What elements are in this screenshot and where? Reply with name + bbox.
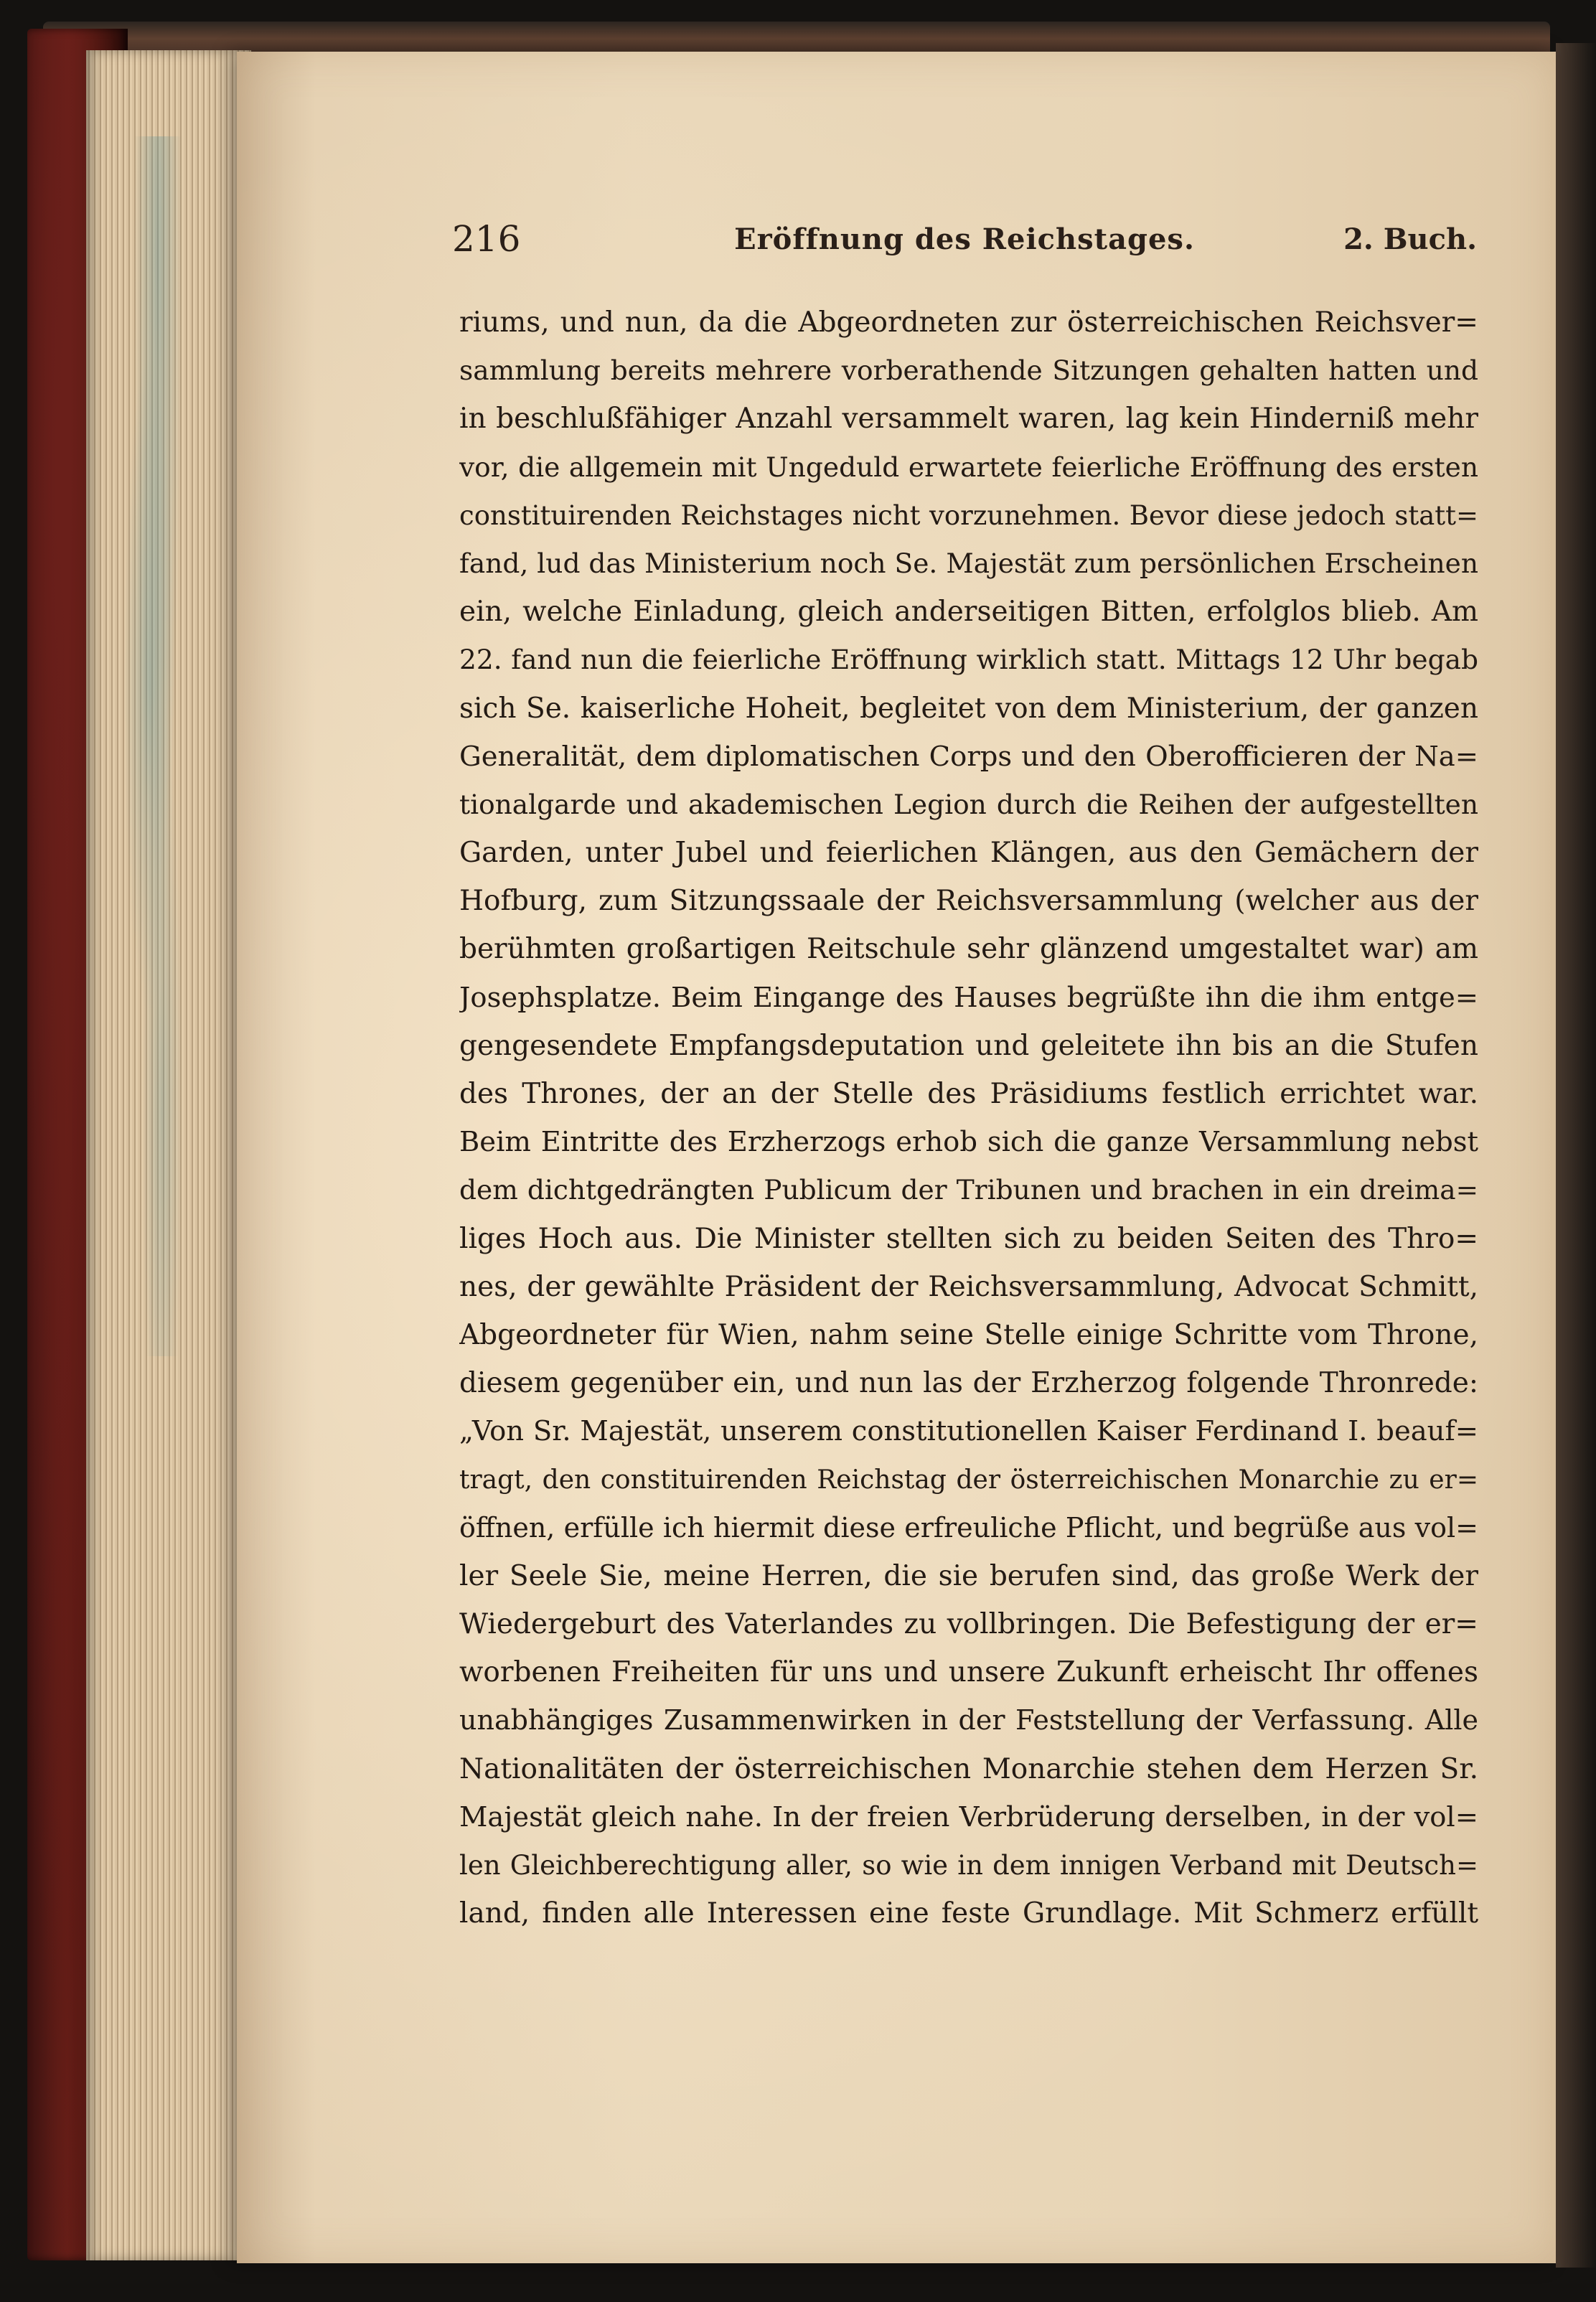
text-line: Josephsplatze. Beim Eingange des Hauses begrüßte ihn die ihm entge= [459,981,1478,1014]
text-line: tragt, den constituirenden Reichstag der österreichischen Monarchie zu er= [459,1465,1478,1495]
text-line: land, finden alle Interessen eine feste Grundlage. Mit Schmerz erfüllt [459,1897,1478,1930]
text-line: vor, die allgemein mit Ungeduld erwartete feierliche Eröffnung des ersten [459,451,1478,483]
text-line: Majestät gleich nahe. In der freien Verbrüderung derselben, in der vol= [459,1800,1478,1833]
text-line: dem dichtgedrängten Publicum der Tribunen und brachen in ein dreima= [459,1174,1478,1206]
text-line: in beschlußfähiger Anzahl versammelt waren, lag kein Hinderniß mehr [459,403,1478,436]
text-line: sich Se. kaiserliche Hoheit, begleitet von dem Ministerium, der ganzen [459,692,1478,725]
text-line: öffnen, erfülle ich hiermit diese erfreuliche Pflicht, und begrüße aus vol= [459,1511,1478,1544]
text-line: Nationalitäten der österreichischen Monarchie stehen dem Herzen Sr. [459,1752,1478,1785]
text-line: nes, der gewählte Präsident der Reichsversammlung, Advocat Schmitt, [459,1270,1478,1303]
page-number: 216 [452,218,521,260]
running-title: Eröffnung des Reichstages. [734,222,1195,256]
text-line: Wiedergeburt des Vaterlandes zu vollbringen. Die Befestigung der er= [459,1608,1478,1641]
text-line: len Gleichberechtigung aller, so wie in dem innigen Verband mit Deutsch= [459,1850,1478,1881]
text-line: riums, und nun, da die Abgeordneten zur österreichischen Reichsver= [459,306,1478,339]
text-line: unabhängiges Zusammenwirken in der Feststellung der Verfassung. Alle [459,1704,1478,1737]
text-line: Abgeordneter für Wien, nahm seine Stelle einige Schritte vom Throne, [459,1318,1478,1351]
text-line: ler Seele Sie, meine Herren, die sie berufen sind, das große Werk der [459,1559,1478,1592]
text-line: sammlung bereits mehrere vorberathende Sitzungen gehalten hatten und [459,354,1478,387]
text-line: Beim Eintritte des Erzherzogs erhob sich die ganze Versammlung nebst [459,1126,1478,1159]
text-line: fand, lud das Ministerium noch Se. Majestät zum persönlichen Erscheinen [459,547,1478,579]
book-right-edge [1556,43,1596,2268]
text-line: liges Hoch aus. Die Minister stellten sich zu beiden Seiten des Thro= [459,1222,1478,1255]
text-line: ein, welche Einladung, gleich anderseitigen Bitten, erfolglos blieb. Am [459,596,1478,629]
text-line: Hofburg, zum Sitzungssaale der Reichsversammlung (welcher aus der [459,885,1478,918]
page-edges-stack [86,50,251,2260]
book-page [237,52,1556,2263]
text-line: des Thrones, der an der Stelle des Präsidiums festlich errichtet war. [459,1078,1478,1110]
text-line: 22. fand nun die feierliche Eröffnung wirklich statt. Mittags 12 Uhr begab [459,644,1478,676]
text-line: diesem gegenüber ein, und nun las der Erzherzog folgende Thronrede: [459,1367,1478,1400]
text-line: berühmten großartigen Reitschule sehr glänzend umgestaltet war) am [459,933,1478,966]
text-line: „Von Sr. Majestät, unserem constitutionellen Kaiser Ferdinand I. beauf= [459,1415,1478,1448]
text-line: tionalgarde und akademischen Legion durch die Reihen der aufgestellten [459,788,1478,820]
body-text [459,299,1478,1937]
text-line: Garden, unter Jubel und feierlichen Klängen, aus den Gemächern der [459,837,1478,870]
text-line: constituirenden Reichstages nicht vorzunehmen. Bevor diese jedoch statt= [459,499,1478,531]
page-header [452,218,1477,276]
book-section-label: 2. Buch. [1343,222,1477,256]
text-line: Generalität, dem diplomatischen Corps und den Oberofficieren der Na= [459,740,1478,773]
text-line: gengesendete Empfangsdeputation und geleitete ihn bis an die Stufen [459,1029,1478,1062]
text-line: worbenen Freiheiten für uns und unsere Zukunft erheischt Ihr offenes [459,1656,1478,1689]
